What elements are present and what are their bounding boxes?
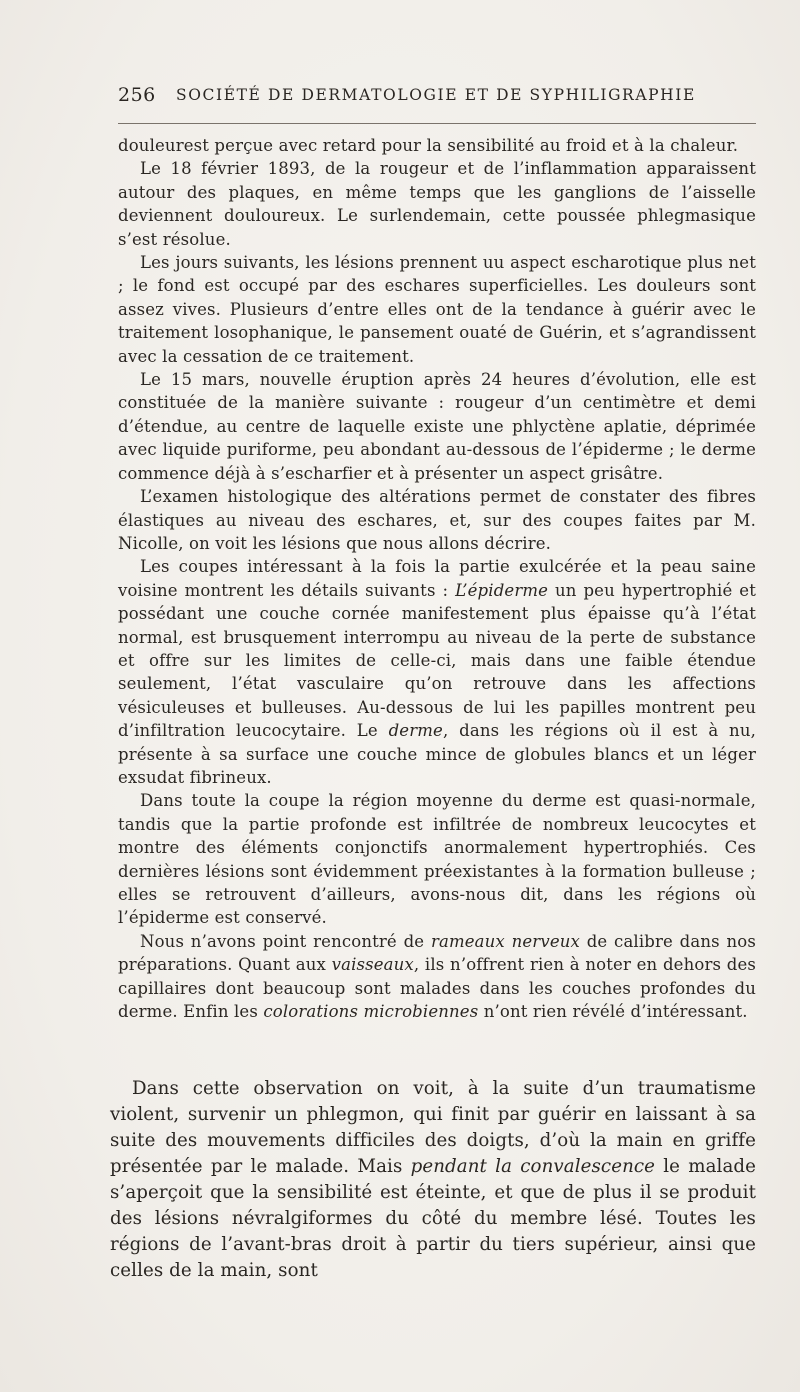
italic-term: derme <box>388 721 443 741</box>
paragraph-text: de calibre dans nos préparations. Quant aux <box>118 931 756 975</box>
paragraph: L’examen histologique des altérations permet de constater des fibres élastiques au niveau des eschares, et, sur des coupes faites par M. Nicolle, on voit les lésions que nous allons décrire. <box>118 487 756 553</box>
paragraph-text: n’ont rien révélé d’intéressant. <box>478 1002 748 1022</box>
italic-term: vaisseaux <box>331 955 414 975</box>
paragraph: douleurest perçue avec retard pour la sensibilité au froid et à la chaleur. <box>118 136 739 155</box>
italic-term: pendant la convalescence <box>410 1156 656 1177</box>
page-header <box>118 84 756 110</box>
italic-term: colorations microbiennes <box>263 1002 479 1022</box>
paragraph <box>110 1076 756 1284</box>
paragraph-text: , ils n’offrent rien à noter en dehors des capillaires dont beaucoup sont malades dans les couches profondes du derme. Enfin les <box>118 955 756 1022</box>
running-head: SOCIÉTÉ DE DERMATOLOGIE ET DE SYPHILIGRAPHIE <box>176 86 696 104</box>
paragraph-text: Dans cette observation on voit, à la suite d’un traumatisme violent, survenir un phlegmon, qui finit par guérir en laissant à sa suite des mouvements difficiles des doigts, d’où la main en griffe présentée par le malade. Mais <box>110 1078 756 1177</box>
paragraph-text: un peu hypertrophié et possédant une couche cornée manifestement plus épaisse qu’à l’état normal, est brusquement interrompu au niveau de la perte de substance et offre sur les limites de celle-ci, mais dans une faible étendue seulement, l’état vasculaire qu’on retrouve dans les affections vésiculeuses et bulleuses. Au-dessous de lui les papilles montrent peu d’infiltration leucocytaire. Le <box>118 580 756 741</box>
paragraph-text: Nous n’avons point rencontré de <box>140 931 431 951</box>
paragraph <box>118 555 756 789</box>
paragraph: Le 15 mars, nouvelle éruption après 24 heures d’évolution, elle est constituée de la manière suivante : rougeur d’un centimètre et demi d’étendue, au centre de laquelle existe une phlyctène aplatie, déprimée avec liquide puriforme, peu abondant au-dessous de l’épiderme ; le derme commence déjà à s’escharfier et à présenter un aspect grisâtre. <box>118 370 756 483</box>
paragraph: Les jours suivants, les lésions prennent uu aspect escharotique plus net ; le fond est occupé par des eschares superficielles. Les douleurs sont assez vives. Plusieurs d’entre elles ont de la tendance à guérir avec le traitement losophanique, le pansement ouaté de Guérin, et s’agrandissent avec la cessation de ce traitement. <box>118 253 756 366</box>
commentary-text <box>110 1076 756 1284</box>
paragraph-text: le malade s’aperçoit que la sensibilité est éteinte, et que de plus il se produit des lésions névralgiformes du côté du membre lésé. Toutes les régions de l’avant-bras droit à partir du tiers supérieur, ainsi que celles de la main, sont <box>110 1156 756 1281</box>
paragraph-text: Les coupes intéressant à la fois la partie exulcérée et la peau saine voisine montrent les détails suivants : <box>118 557 756 600</box>
page-number: 256 <box>118 84 156 106</box>
italic-term: rameaux nerveux <box>430 931 580 951</box>
paragraph: Dans toute la coupe la région moyenne du derme est quasi-normale, tandis que la partie profonde est infiltrée de nombreux leucocytes et montre des éléments conjonctifs anormalement hypertrophiés. Ces dernières lésions sont évidemment préexistantes à la formation bulleuse ; elles se retrouvent d’ailleurs, avons-nous dit, dans les régions où l’épiderme est conservé. <box>118 791 756 928</box>
paragraph <box>118 930 756 1024</box>
observation-text <box>118 134 756 1023</box>
paragraph-text: , dans les régions où il est à nu, présente à sa surface une couche mince de globules blancs et un léger exsudat fibrineux. <box>118 721 757 787</box>
header-rule <box>118 123 756 124</box>
italic-term: L’épiderme <box>455 580 549 600</box>
paragraph: Le 18 février 1893, de la rougeur et de l’inflammation apparaissent autour des plaques, en même temps que les ganglions de l’aisselle deviennent douloureux. Le surlendemain, cette poussée phlegmasique s’est résolue. <box>118 159 756 249</box>
